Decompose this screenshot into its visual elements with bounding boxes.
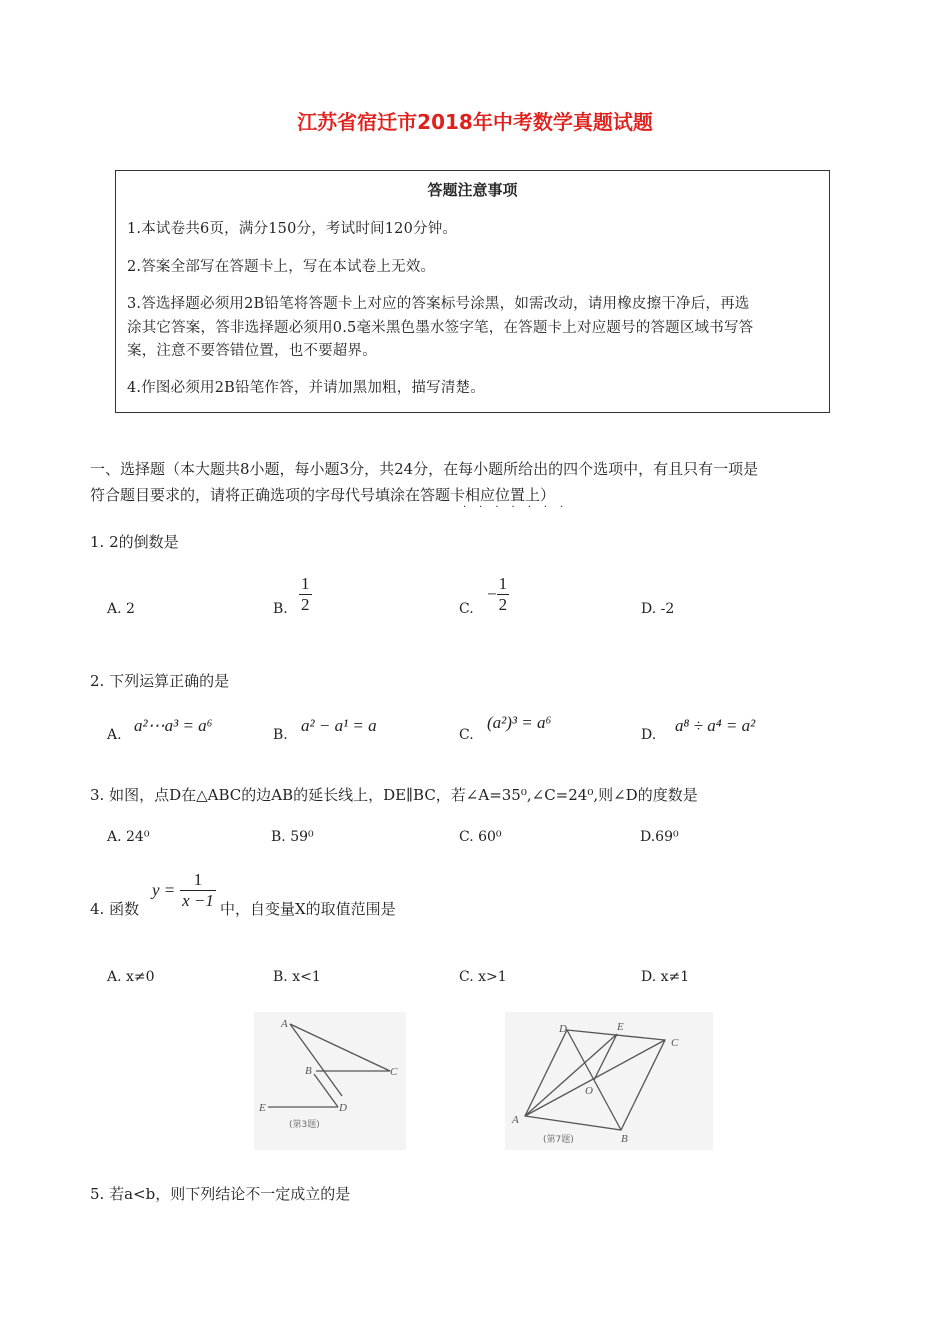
minus-sign: − [487,584,497,604]
segment-eo [594,1034,617,1080]
point-label-e: E [617,1021,624,1033]
q2-option-b-label: B. [273,727,288,743]
point-label-o: O [585,1085,593,1097]
figure-question-7 [505,1012,713,1150]
segment-ad [290,1024,342,1096]
fraction-denominator: 2 [498,595,508,614]
point-label-d: D [559,1023,567,1035]
figure-3-diagram [254,1012,406,1150]
segment-db [314,1074,338,1107]
point-label-c: C [390,1066,398,1078]
fraction-numerator: 1 [498,574,508,593]
notice-item: 1.本试卷共6页，满分150分，考试时间120分钟。 [127,221,458,237]
fraction-denominator: x −1 [182,891,214,910]
q2-option-b-expression: a² − a¹ = a [301,716,377,735]
q4-option-c: C. x>1 [459,969,507,985]
point-label-d: D [339,1102,347,1114]
q1-option-c-fraction [487,574,509,615]
q4-option-a: A. x≠0 [107,969,155,985]
point-label-a: A [281,1018,288,1030]
q1-option-b-fraction [299,574,312,615]
q3-option-a: A. 24⁰ [107,829,150,845]
segment-ac [290,1024,390,1071]
section-instructions-line1: 一、选择题（本大题共8小题，每小题3分，共24分，在每小题所给出的四个选项中，有且只有一项是 [90,460,759,478]
notice-item: 3.答选择题必须用2B铅笔将答题卡上对应的答案标号涂黑，如需改动，请用橡皮擦干净后，再选 [127,296,750,312]
q3-option-d: D.69⁰ [640,829,679,845]
page-title: 江苏省宿迁市2018年中考数学真题试题 [297,110,653,134]
notice-item: 案，注意不要答错位置，也不要超界。 [127,343,377,359]
q2-option-a-expression: a²⋯a³ = a⁶ [134,716,213,735]
fraction-numerator: 1 [301,574,310,593]
notice-item: 4.作图必须用2B铅笔作答，并请加黑加粗，描写清楚。 [127,380,485,396]
question-5-stem: 5. 若a<b，则下列结论不一定成立的是 [90,1185,351,1203]
question-4-stem-suffix: 中，自变量X的取值范围是 [220,900,396,918]
point-label-b: B [621,1133,628,1145]
q1-option-d: D. -2 [641,601,675,617]
q1-option-b-label: B. [273,601,288,617]
question-2-stem: 2. 下列运算正确的是 [90,672,230,690]
notice-box [115,170,830,413]
fraction-denominator: 2 [301,595,310,614]
notice-item: 涂其它答案，答非选择题必须用0.5毫米黑色墨水签字笔，在答题卡上对应题号的答题区域书写答 [127,320,754,336]
segment-ae [525,1034,617,1116]
q1-option-a: A. 2 [107,601,135,617]
notice-item: 2.答案全部写在答题卡上，写在本试卷上无效。 [127,259,436,275]
question-1-stem: 1. 2的倒数是 [90,533,179,551]
emphasis-dots: ······· [463,502,577,513]
figure-question-3 [254,1012,406,1150]
fraction-numerator: 1 [193,870,203,889]
q2-option-a-label: A. [107,727,122,743]
question-3-stem: 3. 如图，点D在△ABC的边AB的延长线上，DE∥BC，若∠A=35⁰,∠C=24⁰,则∠D的度数是 [90,786,698,804]
point-label-b: B [305,1065,312,1077]
point-label-e: E [259,1102,266,1114]
function-lhs: y = [152,880,176,900]
q4-function [152,870,216,911]
q2-option-c-label: C. [459,727,474,743]
point-label-a: A [512,1114,519,1126]
q2-option-d-label: D. [641,727,657,743]
figure-7-diagram [505,1012,713,1150]
q4-option-d: D. x≠1 [641,969,690,985]
q2-option-d-expression: a⁸ ÷ a⁴ = a² [675,716,756,735]
figure-7-caption: (第7题) [543,1135,574,1145]
point-label-c: C [671,1037,679,1049]
section-instructions-line2: 符合题目要求的，请将正确选项的字母代号填涂在答题卡相应位置上） [90,486,556,504]
q4-option-b: B. x<1 [273,969,321,985]
question-4-stem-prefix: 4. 函数 [90,900,140,918]
q2-option-c-expression: (a²)³ = a⁶ [487,713,552,732]
parallelogram-abcd [525,1030,665,1130]
q3-option-b: B. 59⁰ [271,829,314,845]
figure-3-caption: (第3题) [289,1120,320,1130]
q3-option-c: C. 60⁰ [459,829,502,845]
q1-option-c-label: C. [459,601,474,617]
notice-heading: 答题注意事项 [427,181,518,199]
